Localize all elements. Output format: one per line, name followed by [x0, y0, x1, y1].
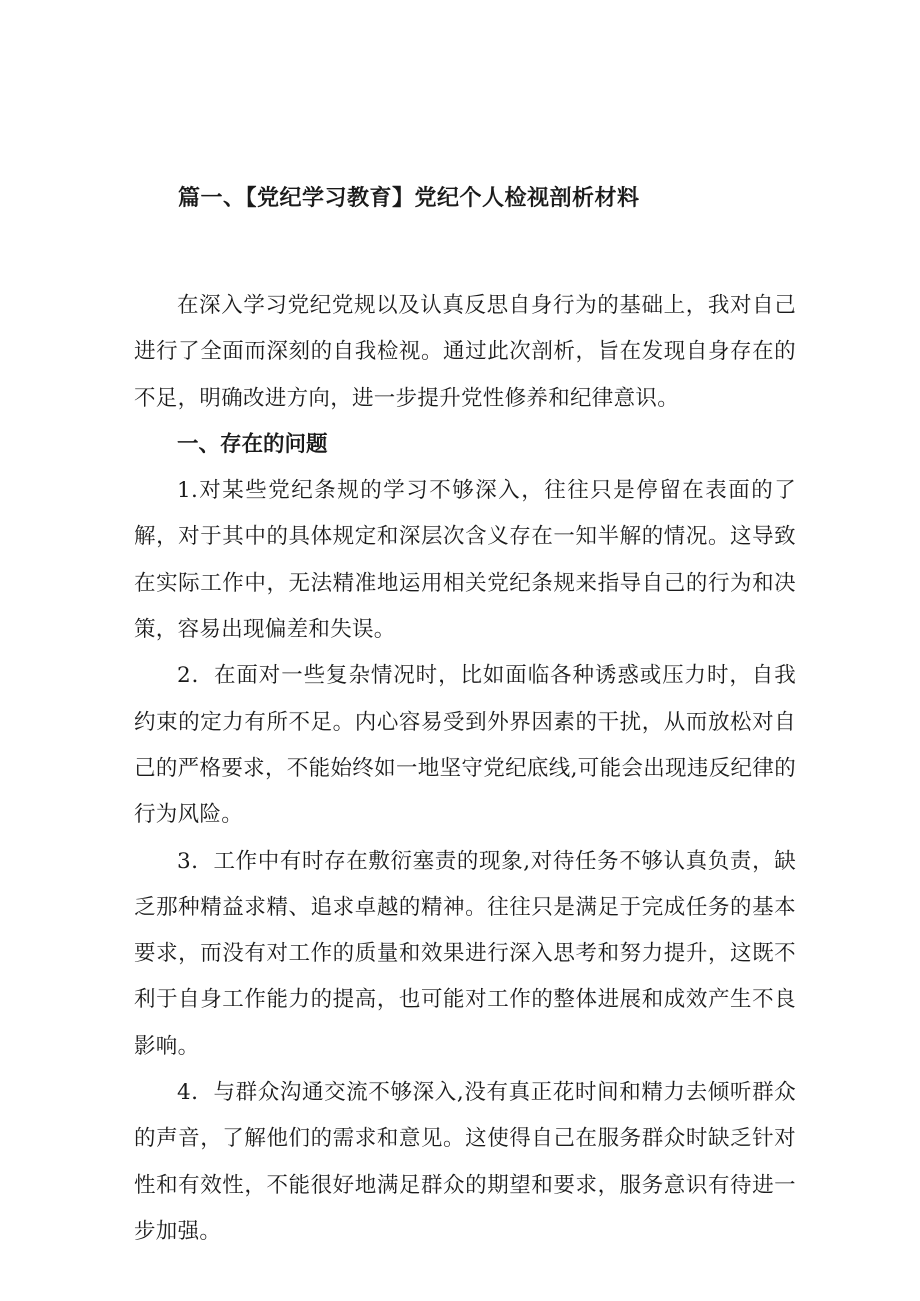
- intro-paragraph: 在深入学习党纪党规以及认真反思自身行为的基础上，我对自己进行了全面而深刻的自我检视。通过此次剖析，旨在发现自身存在的不足，明确改进方向，进一步提升党性修养和纪律意识。: [134, 293, 796, 411]
- problem-item-4: 4．与群众沟通交流不够深入,没有真正花时间和精力去倾听群众的声音，了解他们的需求和意见。这使得自己在服务群众时缺乏针对性和有效性，不能很好地满足群众的期望和要求，服务意识有待进一步加强。: [134, 1080, 796, 1244]
- problem-item-3: 3．工作中有时存在敷衍塞责的现象,对待任务不够认真负责，缺乏那种精益求精、追求卓越的精神。往往只是满足于完成任务的基本要求，而没有对工作的质量和效果进行深入思考和努力提升，这既不利于自身工作能力的提高，也可能对工作的整体进展和成效产生不良影响。: [134, 848, 796, 1059]
- document-title: 篇一、【党纪学习教育】党纪个人检视剖析材料: [178, 186, 640, 211]
- problem-item-1: 1.对某些党纪条规的学习不够深入，往往只是停留在表面的了解，对于其中的具体规定和深层次含义存在一知半解的情况。这导致在实际工作中，无法精准地运用相关党纪条规来指导自己的行为和决策，容易出现偏差和失误。: [134, 478, 796, 643]
- section-heading-problems: 一、存在的问题: [177, 431, 328, 457]
- problem-item-2: 2．在面对一些复杂情况时，比如面临各种诱惑或压力时，自我约束的定力有所不足。内心容易受到外界因素的干扰，从而放松对自己的严格要求，不能始终如一地坚守党纪底线,可能会出现违反纪律的行为风险。: [134, 663, 796, 828]
- document-body: [134, 283, 796, 1255]
